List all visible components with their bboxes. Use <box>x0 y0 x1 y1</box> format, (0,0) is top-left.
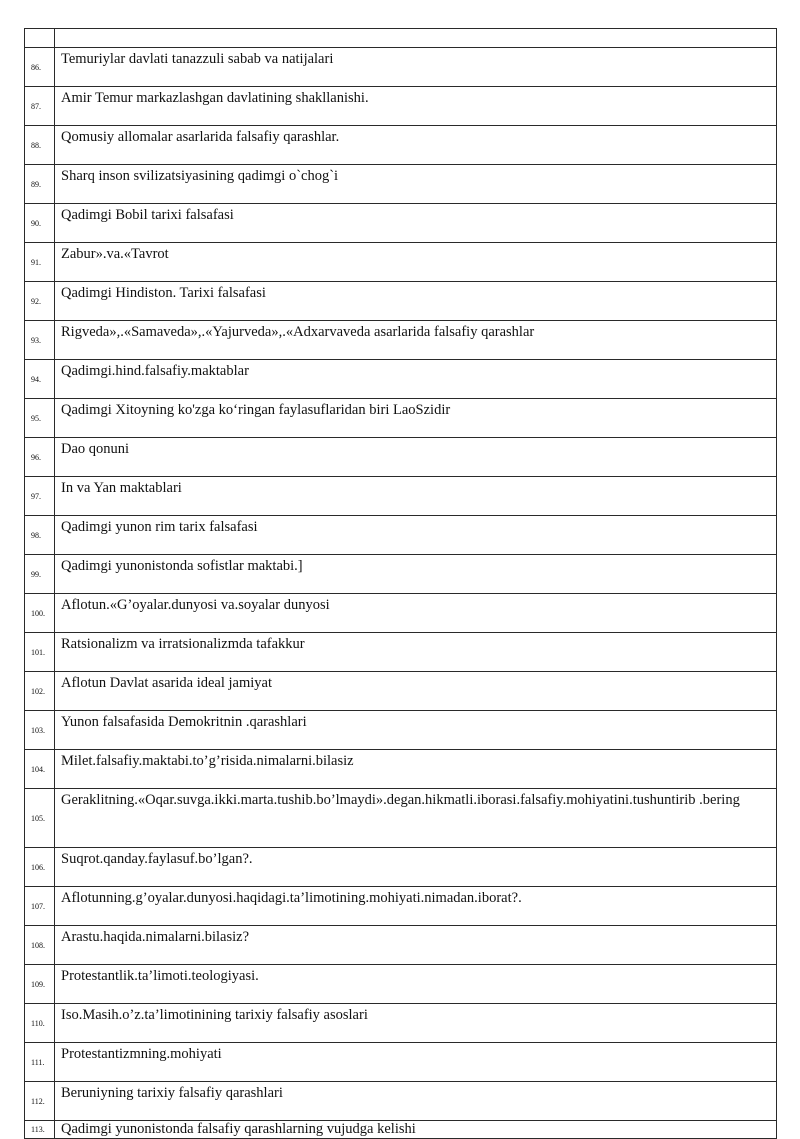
row-text: Aflotun Davlat asarida ideal jamiyat <box>55 672 777 711</box>
row-text: Sharq inson svilizatsiyasining qadimgi o`chog`i <box>55 165 777 204</box>
table-row <box>25 1082 777 1121</box>
table-row <box>25 1121 777 1139</box>
row-number: 86. <box>25 48 55 87</box>
table-row <box>25 204 777 243</box>
table-row <box>25 848 777 887</box>
row-number: 107. <box>25 887 55 926</box>
row-number: 108. <box>25 926 55 965</box>
question-table <box>24 28 777 1139</box>
row-text: Geraklitning.«Oqar.suvga.ikki.marta.tushib.bo’lmaydi».degan.hikmatli.iborasi.falsafiy.mohiyatini.tushuntirib .bering <box>55 789 777 848</box>
table-header-row <box>25 29 777 48</box>
row-number: 89. <box>25 165 55 204</box>
table-row <box>25 789 777 848</box>
row-number: 109. <box>25 965 55 1004</box>
row-number: 110. <box>25 1004 55 1043</box>
question-list-page <box>24 28 776 1139</box>
row-number: 93. <box>25 321 55 360</box>
table-row <box>25 750 777 789</box>
row-number: 113. <box>25 1121 55 1139</box>
table-row <box>25 282 777 321</box>
row-text: Qadimgi Xitoyning ko'zga ko‘ringan faylasuflaridan biri LaoSzidir <box>55 399 777 438</box>
table-row <box>25 965 777 1004</box>
row-number: 100. <box>25 594 55 633</box>
table-row <box>25 243 777 282</box>
row-text: Suqrot.qanday.faylasuf.bo’lgan?. <box>55 848 777 887</box>
row-number: 94. <box>25 360 55 399</box>
row-text: Qomusiy allomalar asarlarida falsafiy qarashlar. <box>55 126 777 165</box>
row-number: 87. <box>25 87 55 126</box>
row-text: Dao qonuni <box>55 438 777 477</box>
row-number: 88. <box>25 126 55 165</box>
row-text: Iso.Masih.o’z.ta’limotinining tarixiy falsafiy asoslari <box>55 1004 777 1043</box>
row-number: 111. <box>25 1043 55 1082</box>
table-row <box>25 594 777 633</box>
row-text: Milet.falsafiy.maktabi.to’g’risida.nimalarni.bilasiz <box>55 750 777 789</box>
row-number: 97. <box>25 477 55 516</box>
table-row <box>25 48 777 87</box>
row-text: Protestantlik.ta’limoti.teologiyasi. <box>55 965 777 1004</box>
table-row <box>25 438 777 477</box>
row-number: 95. <box>25 399 55 438</box>
row-number: 101. <box>25 633 55 672</box>
table-row <box>25 399 777 438</box>
row-number: 90. <box>25 204 55 243</box>
table-row <box>25 1004 777 1043</box>
table-row <box>25 321 777 360</box>
row-text: Protestantizmning.mohiyati <box>55 1043 777 1082</box>
header-cell-text <box>55 29 777 48</box>
row-text: Amir Temur markazlashgan davlatining shakllanishi. <box>55 87 777 126</box>
table-row <box>25 165 777 204</box>
row-text: Zabur».va.«Tavrot <box>55 243 777 282</box>
row-number: 102. <box>25 672 55 711</box>
row-number: 91. <box>25 243 55 282</box>
table-row <box>25 887 777 926</box>
row-text: In va Yan maktablari <box>55 477 777 516</box>
row-text: Aflotunning.g’oyalar.dunyosi.haqidagi.ta’limotining.mohiyati.nimadan.iborat?. <box>55 887 777 926</box>
table-row <box>25 516 777 555</box>
row-number: 112. <box>25 1082 55 1121</box>
row-text: Yunon falsafasida Demokritnin .qarashlari <box>55 711 777 750</box>
header-cell-number <box>25 29 55 48</box>
table-row <box>25 672 777 711</box>
row-number: 106. <box>25 848 55 887</box>
row-number: 98. <box>25 516 55 555</box>
row-text: Arastu.haqida.nimalarni.bilasiz? <box>55 926 777 965</box>
table-row <box>25 1043 777 1082</box>
row-text: Beruniyning tarixiy falsafiy qarashlari <box>55 1082 777 1121</box>
row-text: Qadimgi yunon rim tarix falsafasi <box>55 516 777 555</box>
row-text: Qadimgi yunonistonda sofistlar maktabi.] <box>55 555 777 594</box>
row-text: Rigveda»,.«Samaveda»,.«Yajurveda»,.«Adxarvaveda asarlarida falsafiy qarashlar <box>55 321 777 360</box>
table-row <box>25 87 777 126</box>
row-text: Qadimgi Hindiston. Tarixi falsafasi <box>55 282 777 321</box>
row-number: 104. <box>25 750 55 789</box>
table-row <box>25 555 777 594</box>
row-text: Ratsionalizm va irratsionalizmda tafakkur <box>55 633 777 672</box>
table-row <box>25 926 777 965</box>
row-text: Temuriylar davlati tanazzuli sabab va natijalari <box>55 48 777 87</box>
row-number: 105. <box>25 789 55 848</box>
row-number: 103. <box>25 711 55 750</box>
row-number: 99. <box>25 555 55 594</box>
table-row <box>25 633 777 672</box>
table-row <box>25 126 777 165</box>
row-text: Qadimgi yunonistonda falsafiy qarashlarning vujudga kelishi <box>55 1121 777 1139</box>
row-text: Qadimgi Bobil tarixi falsafasi <box>55 204 777 243</box>
row-number: 96. <box>25 438 55 477</box>
row-number: 92. <box>25 282 55 321</box>
row-text: Qadimgi.hind.falsafiy.maktablar <box>55 360 777 399</box>
table-row <box>25 711 777 750</box>
table-row <box>25 477 777 516</box>
table-row <box>25 360 777 399</box>
row-text: Aflotun.«G’oyalar.dunyosi va.soyalar dunyosi <box>55 594 777 633</box>
